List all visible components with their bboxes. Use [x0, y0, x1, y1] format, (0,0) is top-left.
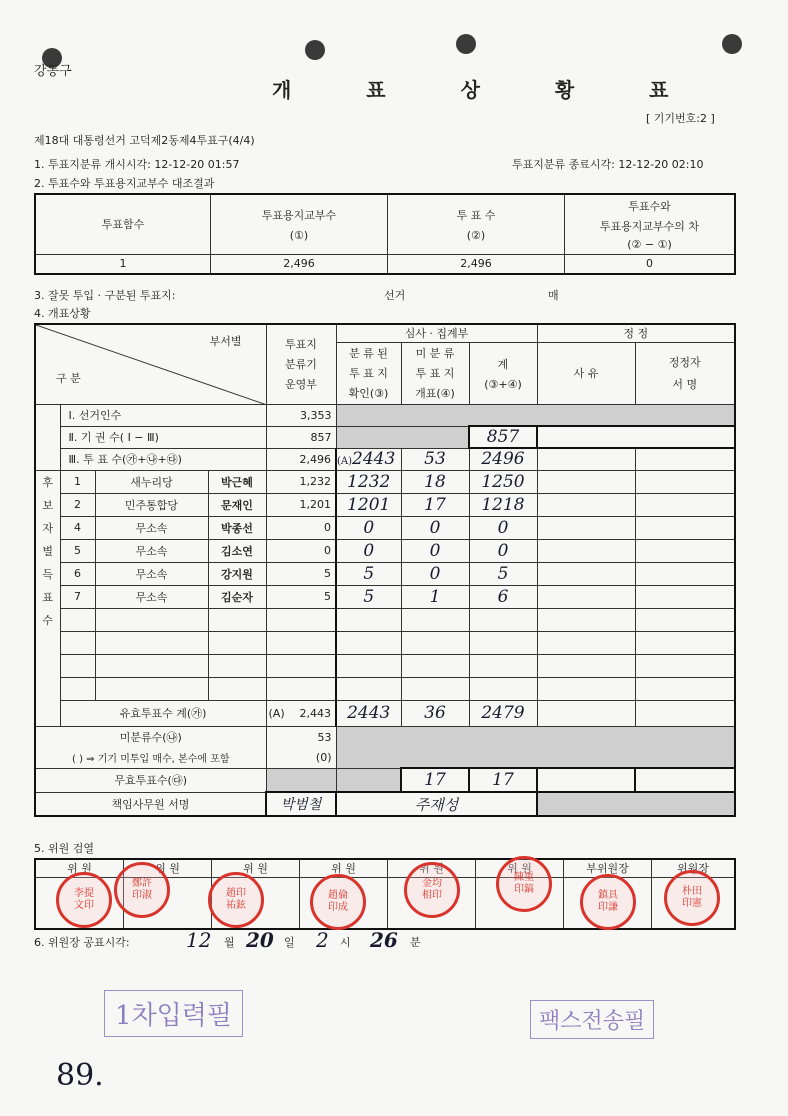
blank-cell	[537, 448, 635, 470]
blank-cell	[537, 470, 635, 493]
blank-cell	[469, 631, 537, 654]
blank-cell	[266, 631, 336, 654]
election-name: 제18대 대통령선거 고덕제2동제4투표구(4/4)	[34, 134, 255, 147]
uninserted-value: (0)	[266, 748, 336, 768]
blank-cell	[635, 470, 735, 493]
blank-cell	[266, 608, 336, 631]
unclassified-header: 미 분 류 투 표 지 개표(④)	[401, 342, 469, 404]
blank-cell	[266, 654, 336, 677]
candidate-classified: 1232	[336, 470, 401, 493]
electorate-value: 3,353	[266, 404, 336, 426]
punch-hole	[456, 34, 476, 54]
candidate-side-label: 후 보 자 별 득 표 수	[35, 470, 60, 726]
officer-signature-2: 주재성	[336, 792, 537, 816]
blank-cell	[635, 654, 735, 677]
chair-header: 위원장	[652, 859, 736, 877]
blank-cell	[537, 539, 635, 562]
candidate-name: 강지원	[208, 562, 266, 585]
member-seal-5: 金均 相印	[404, 862, 460, 918]
blank-cell	[35, 426, 60, 448]
box-count-header: 투표함수	[35, 194, 211, 254]
unclassified-label: 미분류수(㉯)	[35, 726, 266, 748]
blank-cell	[537, 677, 635, 700]
blank-cell	[537, 493, 635, 516]
candidate-classified: 0	[336, 539, 401, 562]
member-header: 위 원	[35, 859, 124, 877]
candidate-number: 5	[60, 539, 95, 562]
votes-label: Ⅲ. 투 표 수(㉮+㉯+㉰)	[60, 448, 266, 470]
votes-unclassified: 53	[401, 448, 469, 470]
blank-cell	[266, 677, 336, 700]
punch-hole	[305, 40, 325, 60]
section-2-heading: 2. 투표수와 투표용지교부수 대조결과	[34, 177, 215, 190]
uninserted-note: ( ) ⇒ 기기 미투입 매수, 본수에 포함	[35, 748, 266, 768]
blank-cell	[208, 677, 266, 700]
blank-cell	[336, 654, 401, 677]
invalid-label: 무효투표수(㉰)	[35, 768, 266, 792]
officer-signature-1: 박범철	[266, 792, 336, 816]
valid-total-total: 2479	[469, 700, 537, 726]
candidate-name: 김순자	[208, 585, 266, 608]
abstain-label: Ⅱ. 기 권 수( Ⅰ − Ⅲ)	[60, 426, 266, 448]
difference-value: 0	[565, 254, 736, 274]
blank-cell	[537, 631, 635, 654]
candidate-party: 무소속	[95, 539, 208, 562]
candidate-number: 1	[60, 470, 95, 493]
corrector-header: 정정자 서 명	[635, 342, 735, 404]
member-header: 위 원	[476, 859, 564, 877]
blank-cell	[401, 631, 469, 654]
electorate-label: Ⅰ. 선거인수	[60, 404, 266, 426]
blank-cell	[35, 404, 60, 426]
candidate-unclassified: 1	[401, 585, 469, 608]
blank-cell	[469, 677, 537, 700]
blank-cell	[336, 631, 401, 654]
blank-cell	[95, 654, 208, 677]
announce-day: 20	[246, 928, 274, 952]
candidate-number: 7	[60, 585, 95, 608]
blank-cell	[537, 585, 635, 608]
blank-cell	[401, 677, 469, 700]
first-input-stamp: 1차입력필	[104, 990, 243, 1037]
candidate-machine: 0	[266, 516, 336, 539]
classified-header: 분 류 된 투 표 지 확인(③)	[336, 342, 401, 404]
announce-month: 12	[186, 928, 212, 952]
blank-cell	[537, 426, 735, 448]
member-header: 위 원	[124, 859, 212, 877]
blank-cell	[635, 585, 735, 608]
fax-sent-stamp: 팩스전송필	[530, 1000, 654, 1039]
candidate-number: 4	[60, 516, 95, 539]
blank-cell	[635, 631, 735, 654]
blank-cell	[401, 608, 469, 631]
month-unit: 월	[224, 936, 235, 949]
grey-cell	[537, 792, 735, 816]
blank-cell	[469, 654, 537, 677]
counting-status-table	[34, 323, 736, 817]
section-4-heading: 4. 개표상황	[34, 307, 91, 320]
start-time: 1. 투표지분류 개시시각: 12-12-20 01:57	[34, 158, 240, 171]
candidate-number: 6	[60, 562, 95, 585]
box-count-value: 1	[35, 254, 211, 274]
candidate-unclassified: 0	[401, 516, 469, 539]
blank-cell	[537, 768, 635, 792]
correction-header: 정 정	[537, 324, 735, 342]
candidate-classified: 5	[336, 585, 401, 608]
votes-total: 2496	[469, 448, 537, 470]
grey-cell	[336, 726, 735, 768]
candidate-total: 6	[469, 585, 537, 608]
day-unit: 일	[284, 936, 295, 949]
grey-cell	[336, 768, 401, 792]
announce-minute: 26	[370, 928, 398, 952]
blank-cell	[537, 608, 635, 631]
blank-cell	[635, 768, 735, 792]
blank-cell	[95, 677, 208, 700]
grey-cell	[336, 404, 735, 426]
minute-unit: 분	[410, 936, 421, 949]
blank-cell	[635, 700, 735, 726]
candidate-party: 무소속	[95, 562, 208, 585]
blank-cell	[635, 493, 735, 516]
candidate-party: 무소속	[95, 516, 208, 539]
machine-header: 투표지 분류기 운영부	[266, 324, 336, 404]
section-3-unit: 매	[548, 289, 559, 302]
candidate-name: 박근혜	[208, 470, 266, 493]
announce-hour: 2	[316, 928, 329, 952]
candidate-total: 1218	[469, 493, 537, 516]
candidate-party: 무소속	[95, 585, 208, 608]
candidate-machine: 1,232	[266, 470, 336, 493]
candidate-total: 0	[469, 539, 537, 562]
unclassified-value: 53	[266, 726, 336, 748]
blank-cell	[60, 654, 95, 677]
blank-cell	[60, 608, 95, 631]
votes-value: 2,496	[388, 254, 565, 274]
section-3-election: 선거	[384, 289, 406, 302]
candidate-classified: 0	[336, 516, 401, 539]
punch-hole	[722, 34, 742, 54]
blank-cell	[537, 562, 635, 585]
blank-cell	[537, 516, 635, 539]
blank-cell	[95, 631, 208, 654]
officer-label: 책임사무원 서명	[35, 792, 266, 816]
hour-unit: 시	[340, 936, 351, 949]
member-header: 위 원	[300, 859, 388, 877]
votes-value: 2,496	[266, 448, 336, 470]
difference-header: 투표수와 투표용지교부수의 차 (② − ①)	[565, 194, 736, 254]
valid-total-unclassified: 36	[401, 700, 469, 726]
vice-chair-header: 부위원장	[564, 859, 652, 877]
abstain-total: 857	[469, 426, 537, 448]
member-seal-2: 鄭許 印淑	[114, 862, 170, 918]
candidate-machine: 5	[266, 585, 336, 608]
valid-total-classified: 2443	[336, 700, 401, 726]
end-time: 투표지분류 종료시각: 12-12-20 02:10	[512, 158, 704, 171]
member-seal-6: 陳重 印鎬	[496, 856, 552, 912]
blank-cell	[60, 631, 95, 654]
votes-header: 투 표 수 (②)	[388, 194, 565, 254]
blank-cell	[336, 608, 401, 631]
candidate-unclassified: 17	[401, 493, 469, 516]
member-seal-3: 趙印 祐鉉	[208, 872, 264, 928]
invalid-total: 17	[469, 768, 537, 792]
blank-cell	[95, 608, 208, 631]
blank-cell	[469, 608, 537, 631]
blank-cell	[635, 448, 735, 470]
category-header: 부서별 구 분	[35, 324, 266, 404]
candidate-number: 2	[60, 493, 95, 516]
abstain-value: 857	[266, 426, 336, 448]
candidate-total: 1250	[469, 470, 537, 493]
grey-cell	[266, 768, 336, 792]
candidate-party: 새누리당	[95, 470, 208, 493]
invalid-unclassified: 17	[401, 768, 469, 792]
reason-header: 사 유	[537, 342, 635, 404]
blank-cell	[35, 448, 60, 470]
grey-cell	[336, 426, 469, 448]
blank-cell	[537, 700, 635, 726]
blank-cell	[336, 677, 401, 700]
blank-cell	[635, 608, 735, 631]
member-header: 위 원	[388, 859, 476, 877]
candidate-total: 0	[469, 516, 537, 539]
blank-cell	[208, 608, 266, 631]
candidate-machine: 1,201	[266, 493, 336, 516]
votes-classified: (A)2443	[336, 448, 401, 470]
section-3-label: 3. 잘못 투입 · 구분된 투표지:	[34, 289, 176, 302]
blank-cell	[537, 654, 635, 677]
blank-cell	[208, 631, 266, 654]
blank-cell	[635, 677, 735, 700]
blank-cell	[208, 654, 266, 677]
audit-header: 심사 · 집계부	[336, 324, 537, 342]
blank-cell	[635, 539, 735, 562]
candidate-classified: 5	[336, 562, 401, 585]
candidate-name: 김소연	[208, 539, 266, 562]
chair-seal: 朴田 印憲	[664, 870, 720, 926]
candidate-party: 민주통합당	[95, 493, 208, 516]
blank-cell	[401, 654, 469, 677]
issued-header: 투표용지교부수 (①)	[211, 194, 388, 254]
candidate-name: 박종선	[208, 516, 266, 539]
candidate-unclassified: 18	[401, 470, 469, 493]
candidate-unclassified: 0	[401, 539, 469, 562]
candidate-total: 5	[469, 562, 537, 585]
ballot-count-table	[34, 193, 736, 275]
vice-chair-seal: 鎮具 印謙	[580, 874, 636, 930]
candidate-machine: 5	[266, 562, 336, 585]
candidate-machine: 0	[266, 539, 336, 562]
member-seal-4: 趙倫 印成	[310, 874, 366, 930]
candidate-name: 문재인	[208, 493, 266, 516]
candidate-classified: 1201	[336, 493, 401, 516]
issued-value: 2,496	[211, 254, 388, 274]
machine-number: [ 기기번호:2 ]	[646, 112, 715, 125]
district-label: 강동구	[34, 64, 72, 79]
candidate-unclassified: 0	[401, 562, 469, 585]
section-5-heading: 5. 위원 검열	[34, 842, 94, 855]
page-title: 개 표 상 황 표	[272, 78, 703, 102]
section-6-label: 6. 위원장 공표시각:	[34, 936, 130, 949]
valid-total-machine: (A) 2,443	[266, 700, 336, 726]
member-header: 위 원	[212, 859, 300, 877]
valid-total-label: 유효투표수 계(㉮)	[60, 700, 266, 726]
blank-cell	[60, 677, 95, 700]
blank-cell	[635, 562, 735, 585]
member-seal-1: 李提 文印	[56, 872, 112, 928]
total-header: 계 (③+④)	[469, 342, 537, 404]
blank-cell	[635, 516, 735, 539]
page-number: 89.	[56, 1058, 104, 1093]
